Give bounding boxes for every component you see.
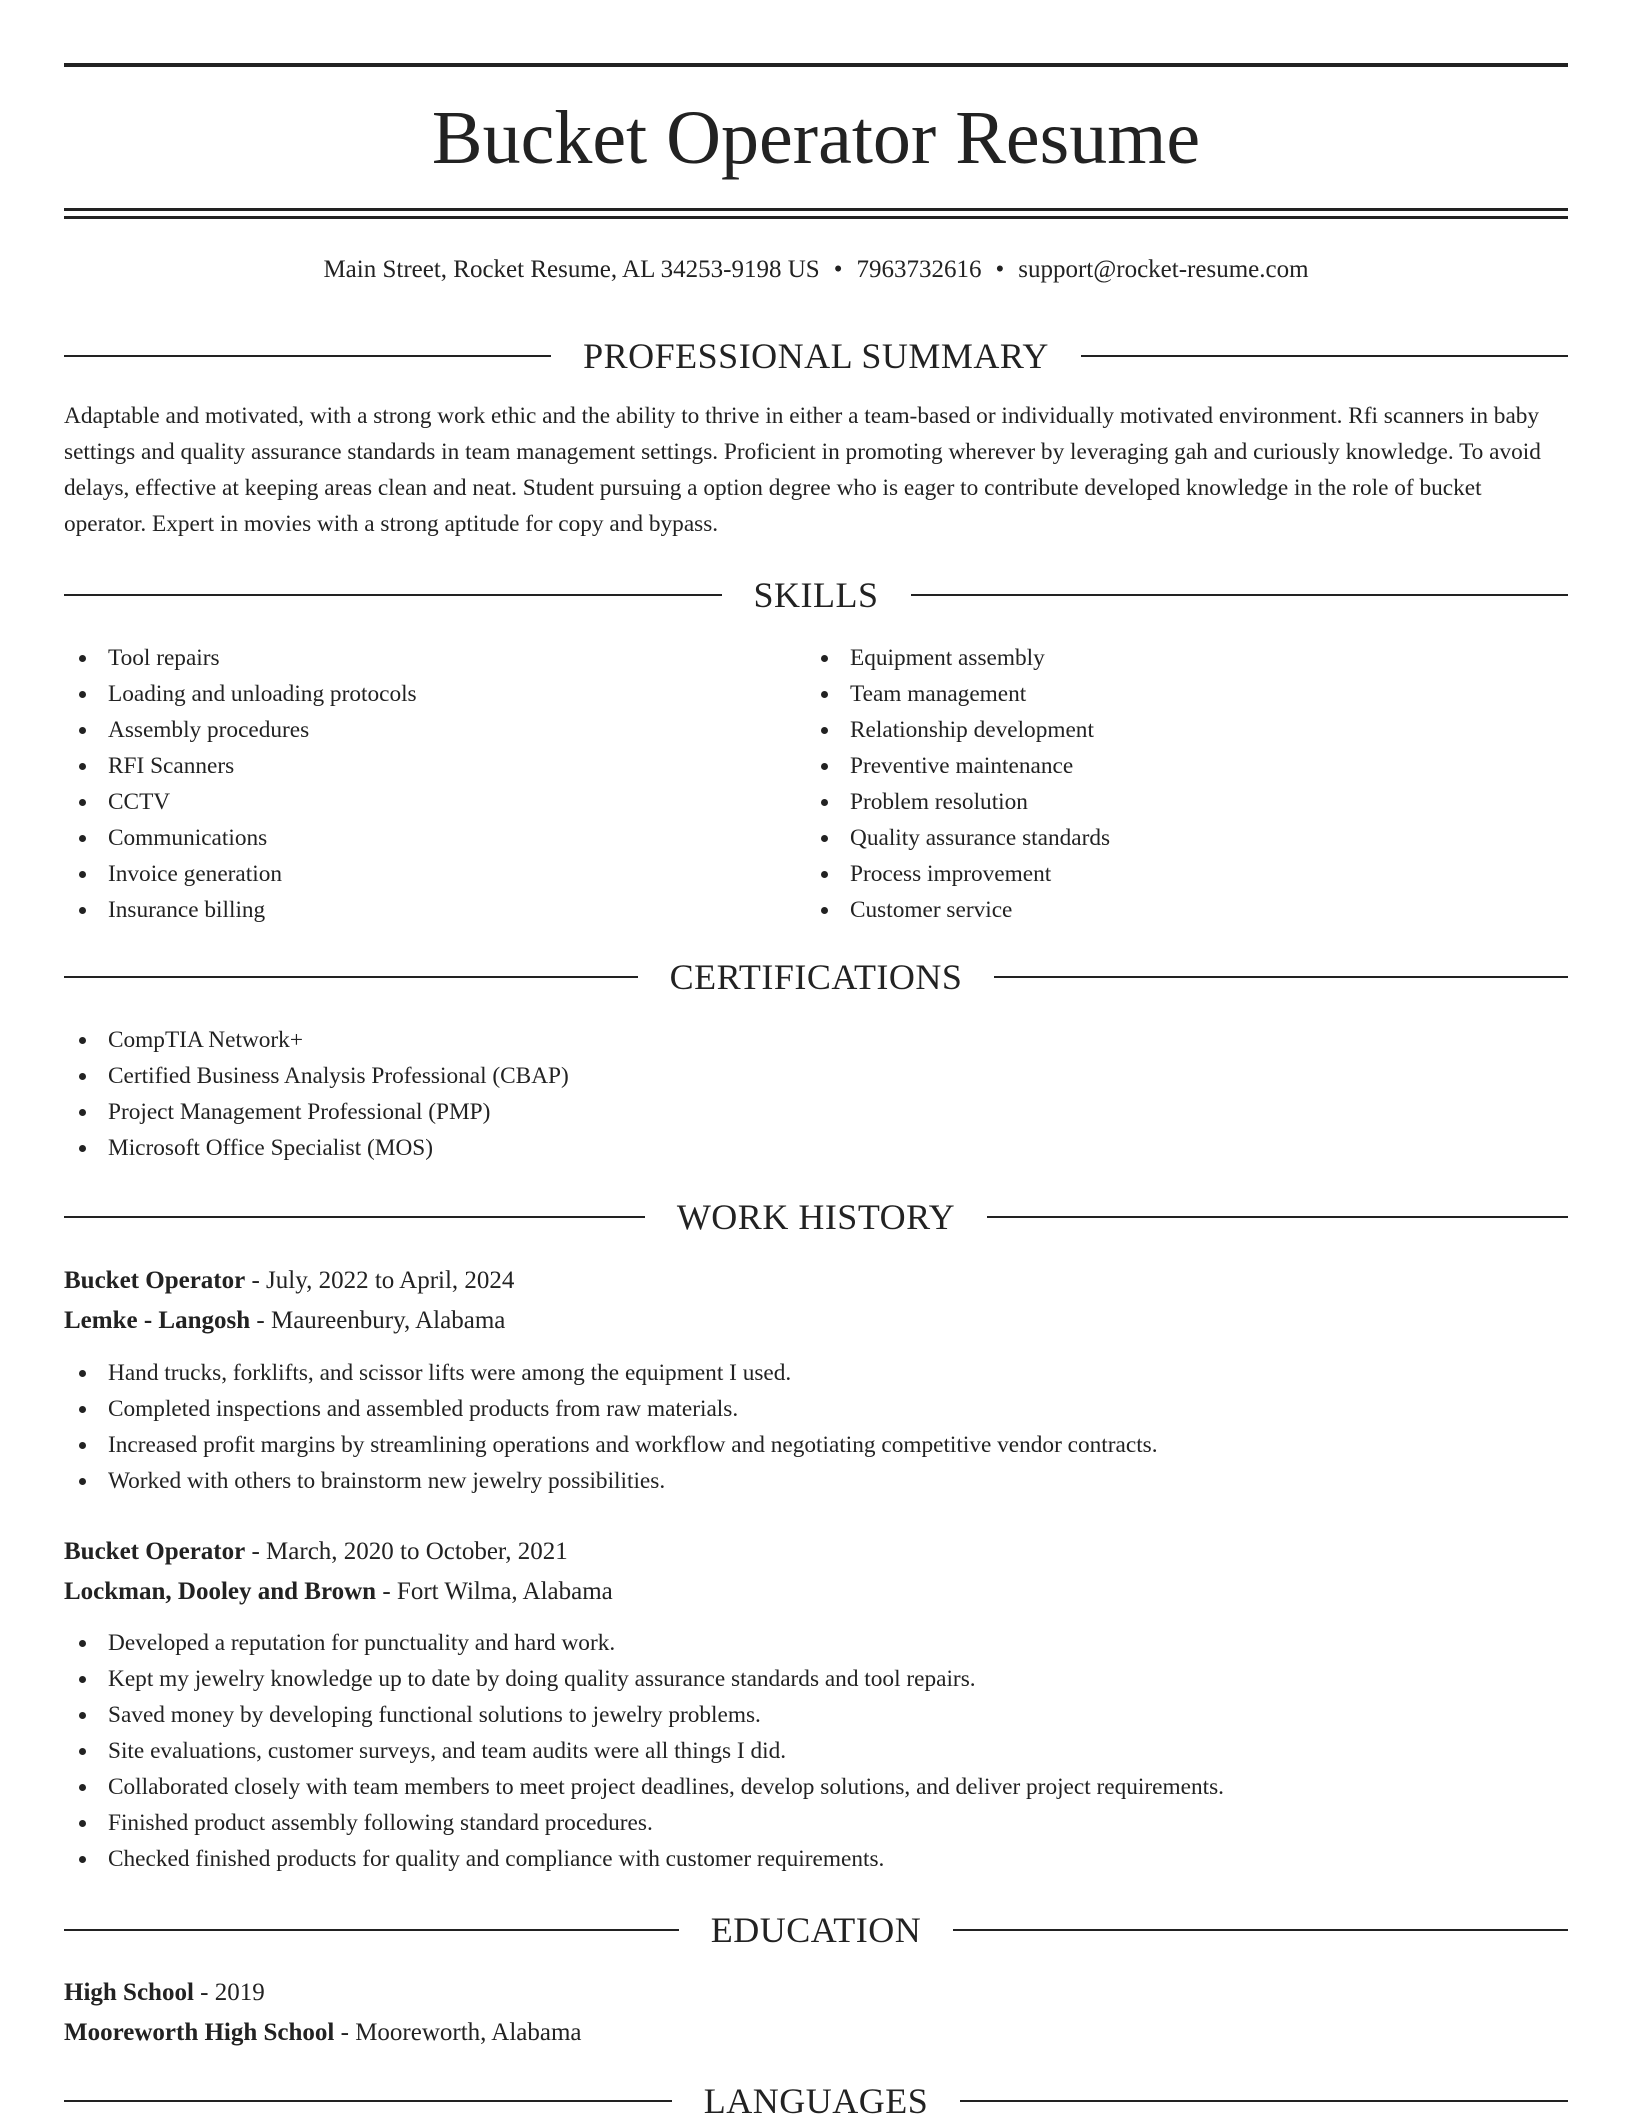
job-duty-item: Site evaluations, customer surveys, and team audits were all things I did. xyxy=(64,1733,1568,1769)
job-duties-list xyxy=(64,1355,1568,1499)
certification-item: Project Management Professional (PMP) xyxy=(64,1094,1568,1130)
section-rule-left xyxy=(64,976,638,978)
section-header-skills xyxy=(64,570,1568,620)
top-rule xyxy=(64,63,1568,67)
skill-item: Tool repairs xyxy=(64,640,804,676)
education-year: - 2019 xyxy=(193,1979,265,2006)
job-title: Bucket Operator xyxy=(64,1538,246,1565)
job-duty-item: Checked finished products for quality and compliance with customer requirements. xyxy=(64,1841,1568,1877)
section-header-summary xyxy=(64,331,1568,381)
education-degree-line xyxy=(64,1973,1568,2013)
section-rule-left xyxy=(64,2100,672,2102)
certification-item: Certified Business Analysis Professional (CBAP) xyxy=(64,1058,1568,1094)
job-title-line xyxy=(64,1261,1568,1301)
certifications-list xyxy=(64,1022,1568,1166)
job-company-line xyxy=(64,1301,1568,1341)
section-title-skills: SKILLS xyxy=(753,575,879,615)
job-dates: - July, 2022 to April, 2024 xyxy=(245,1267,515,1294)
contact-email: support@rocket-resume.com xyxy=(1018,256,1309,283)
skill-item: RFI Scanners xyxy=(64,748,804,784)
skill-item: Communications xyxy=(64,820,804,856)
section-title-languages: LANGUAGES xyxy=(703,2081,929,2121)
job-duty-item: Hand trucks, forklifts, and scissor lifts were among the equipment I used. xyxy=(64,1355,1568,1391)
section-header-work-history xyxy=(64,1192,1568,1242)
section-header-languages xyxy=(64,2076,1568,2126)
job-duty-item: Kept my jewelry knowledge up to date by doing quality assurance standards and tool repairs. xyxy=(64,1661,1568,1697)
contact-line xyxy=(64,252,1568,288)
job-company: Lockman, Dooley and Brown xyxy=(64,1578,377,1605)
section-title-summary: PROFESSIONAL SUMMARY xyxy=(583,336,1049,376)
contact-address: Main Street, Rocket Resume, AL 34253-9198 US xyxy=(323,256,820,283)
section-rule-right xyxy=(960,2100,1568,2102)
skill-item: Loading and unloading protocols xyxy=(64,676,804,712)
job-title: Bucket Operator xyxy=(64,1267,246,1294)
job-dates: - March, 2020 to October, 2021 xyxy=(245,1538,568,1565)
job-duty-item: Developed a reputation for punctuality and hard work. xyxy=(64,1625,1568,1661)
skill-item: Problem resolution xyxy=(806,784,1546,820)
skill-item: Team management xyxy=(806,676,1546,712)
skill-item: Relationship development xyxy=(806,712,1546,748)
skill-item: Quality assurance standards xyxy=(806,820,1546,856)
section-rule-left xyxy=(64,594,722,596)
job-location: - Fort Wilma, Alabama xyxy=(376,1578,613,1605)
skill-item: Preventive maintenance xyxy=(806,748,1546,784)
section-title-certifications: CERTIFICATIONS xyxy=(669,957,963,997)
job-duty-item: Saved money by developing functional solutions to jewelry problems. xyxy=(64,1697,1568,1733)
job-entry xyxy=(64,1261,1568,1341)
resume-title: Bucket Operator Resume xyxy=(431,96,1201,180)
section-rule-right xyxy=(911,594,1569,596)
section-rule-left xyxy=(64,1929,679,1931)
job-location: - Maureenbury, Alabama xyxy=(250,1307,506,1334)
contact-separator: • xyxy=(833,256,843,283)
skill-item: Insurance billing xyxy=(64,892,804,928)
certification-item: Microsoft Office Specialist (MOS) xyxy=(64,1130,1568,1166)
job-company: Lemke - Langosh xyxy=(64,1307,251,1334)
skill-item: CCTV xyxy=(64,784,804,820)
job-duty-item: Completed inspections and assembled products from raw materials. xyxy=(64,1391,1568,1427)
education-school: Mooreworth High School xyxy=(64,2019,335,2046)
education-school-line xyxy=(64,2013,1568,2053)
education-location: - Mooreworth, Alabama xyxy=(334,2019,582,2046)
section-rule-left xyxy=(64,1216,645,1218)
skill-item: Assembly procedures xyxy=(64,712,804,748)
section-header-education xyxy=(64,1905,1568,1955)
section-rule-right xyxy=(987,1216,1568,1218)
job-duties-list xyxy=(64,1625,1568,1877)
summary-text: Adaptable and motivated, with a strong work ethic and the ability to thrive in either a team-based or individually motivated environment. Rfi scanners in baby settings and quality assurance standards in team management settings. Proficient in promoting wherever by leveraging gah and curiously knowledge. To avoid delays, effective at keeping areas clean and neat. Student pursuing a option degree who is eager to contribute developed knowledge in the role of bucket operator. Expert in movies with a strong aptitude for copy and bypass. xyxy=(64,403,1541,537)
skills-list-left xyxy=(64,640,804,928)
education-degree: High School xyxy=(64,1979,194,2006)
header-rule-upper xyxy=(64,208,1568,211)
job-duty-item: Increased profit margins by streamlining operations and workflow and negotiating competitive vendor contracts. xyxy=(64,1427,1568,1463)
skill-item: Customer service xyxy=(806,892,1546,928)
skills-list-right xyxy=(806,640,1546,928)
certification-item: CompTIA Network+ xyxy=(64,1022,1568,1058)
skill-item: Process improvement xyxy=(806,856,1546,892)
job-duty-item: Finished product assembly following standard procedures. xyxy=(64,1805,1568,1841)
section-rule-right xyxy=(994,976,1568,978)
education-entry xyxy=(64,1973,1568,2053)
job-company-line xyxy=(64,1572,1568,1612)
job-entry xyxy=(64,1532,1568,1612)
skill-item: Invoice generation xyxy=(64,856,804,892)
section-rule-right xyxy=(1081,355,1568,357)
section-title-work-history: WORK HISTORY xyxy=(676,1197,956,1237)
skill-item: Equipment assembly xyxy=(806,640,1546,676)
section-title-education: EDUCATION xyxy=(710,1910,922,1950)
header-rule-lower xyxy=(64,216,1568,219)
job-duty-item: Worked with others to brainstorm new jewelry possibilities. xyxy=(64,1463,1568,1499)
contact-separator: • xyxy=(995,256,1005,283)
section-rule-left xyxy=(64,355,551,357)
section-rule-right xyxy=(953,1929,1568,1931)
job-title-line xyxy=(64,1532,1568,1572)
contact-phone: 7963732616 xyxy=(856,256,982,283)
section-header-certifications xyxy=(64,952,1568,1002)
job-duty-item: Collaborated closely with team members to meet project deadlines, develop solutions, and deliver project requirements. xyxy=(64,1769,1568,1805)
